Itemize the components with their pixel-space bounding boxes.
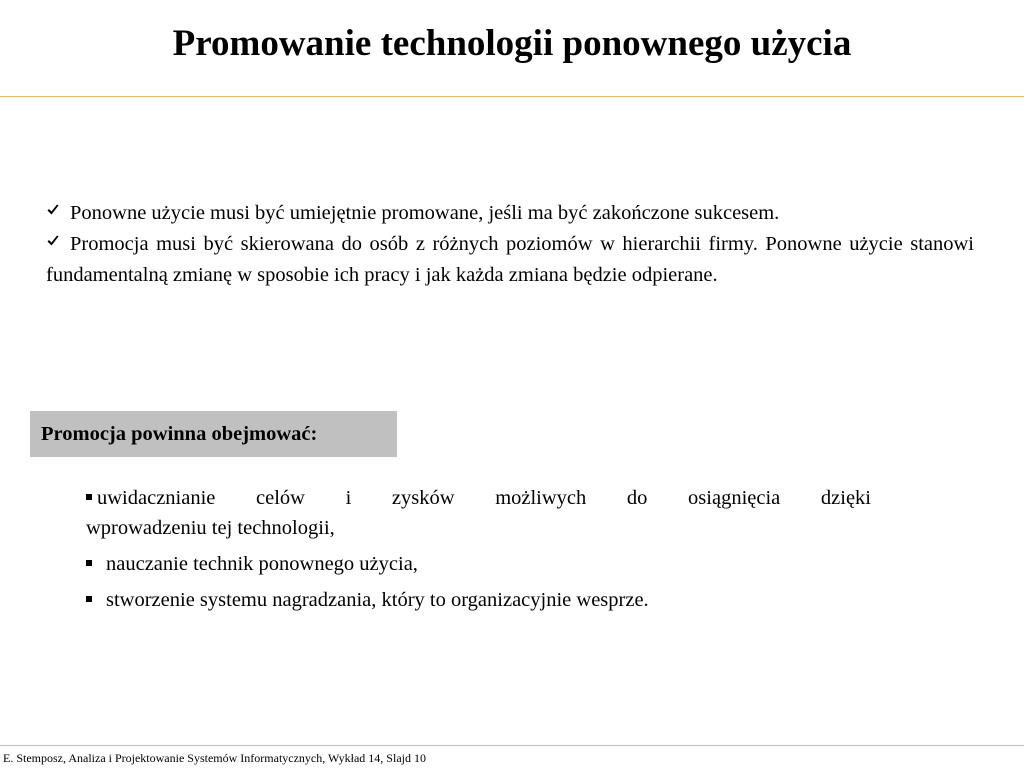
checkmark-icon <box>46 234 62 248</box>
list-item <box>86 549 871 579</box>
intro-point <box>46 229 974 291</box>
list-item <box>86 483 871 543</box>
intro-text-block <box>46 198 974 291</box>
square-bullet-icon <box>86 494 92 500</box>
bottom-divider <box>0 745 1024 746</box>
checkmark-icon <box>46 203 62 217</box>
list-item <box>86 585 871 615</box>
promotion-heading: Promocja powinna obejmować: <box>41 423 318 445</box>
promotion-heading-box <box>30 411 397 457</box>
square-bullet-icon <box>86 560 92 566</box>
list-item-text-continuation: wprowadzeniu tej technologii, <box>86 517 335 539</box>
promotion-list <box>86 483 871 621</box>
slide-footer: E. Stemposz, Analiza i Projektowanie Systemów Informatycznych, Wykład 14, Slajd 10 <box>3 751 426 765</box>
list-item-text: stworzenie systemu nagradzania, który to organizacyjnie wesprze. <box>106 589 649 611</box>
list-item-text: uwidacznianie celów i zysków możliwych do osiągnięcia dzięki <box>97 487 871 509</box>
intro-point-text: Ponowne użycie musi być umiejętnie promowane, jeśli ma być zakończone sukcesem. <box>70 202 780 224</box>
list-item-text: nauczanie technik ponownego użycia, <box>106 553 418 575</box>
top-divider <box>0 96 1024 97</box>
square-bullet-icon <box>86 596 92 602</box>
intro-point-text: Promocja musi być skierowana do osób z różnych poziomów w hierarchii firmy. Ponowne użycie stanowi fundamentalną zmianę w sposobie ich pracy i jak każda zmiana będzie odpierane. <box>46 233 974 286</box>
intro-point <box>46 198 974 229</box>
slide-title: Promowanie technologii ponownego użycia <box>172 23 852 64</box>
